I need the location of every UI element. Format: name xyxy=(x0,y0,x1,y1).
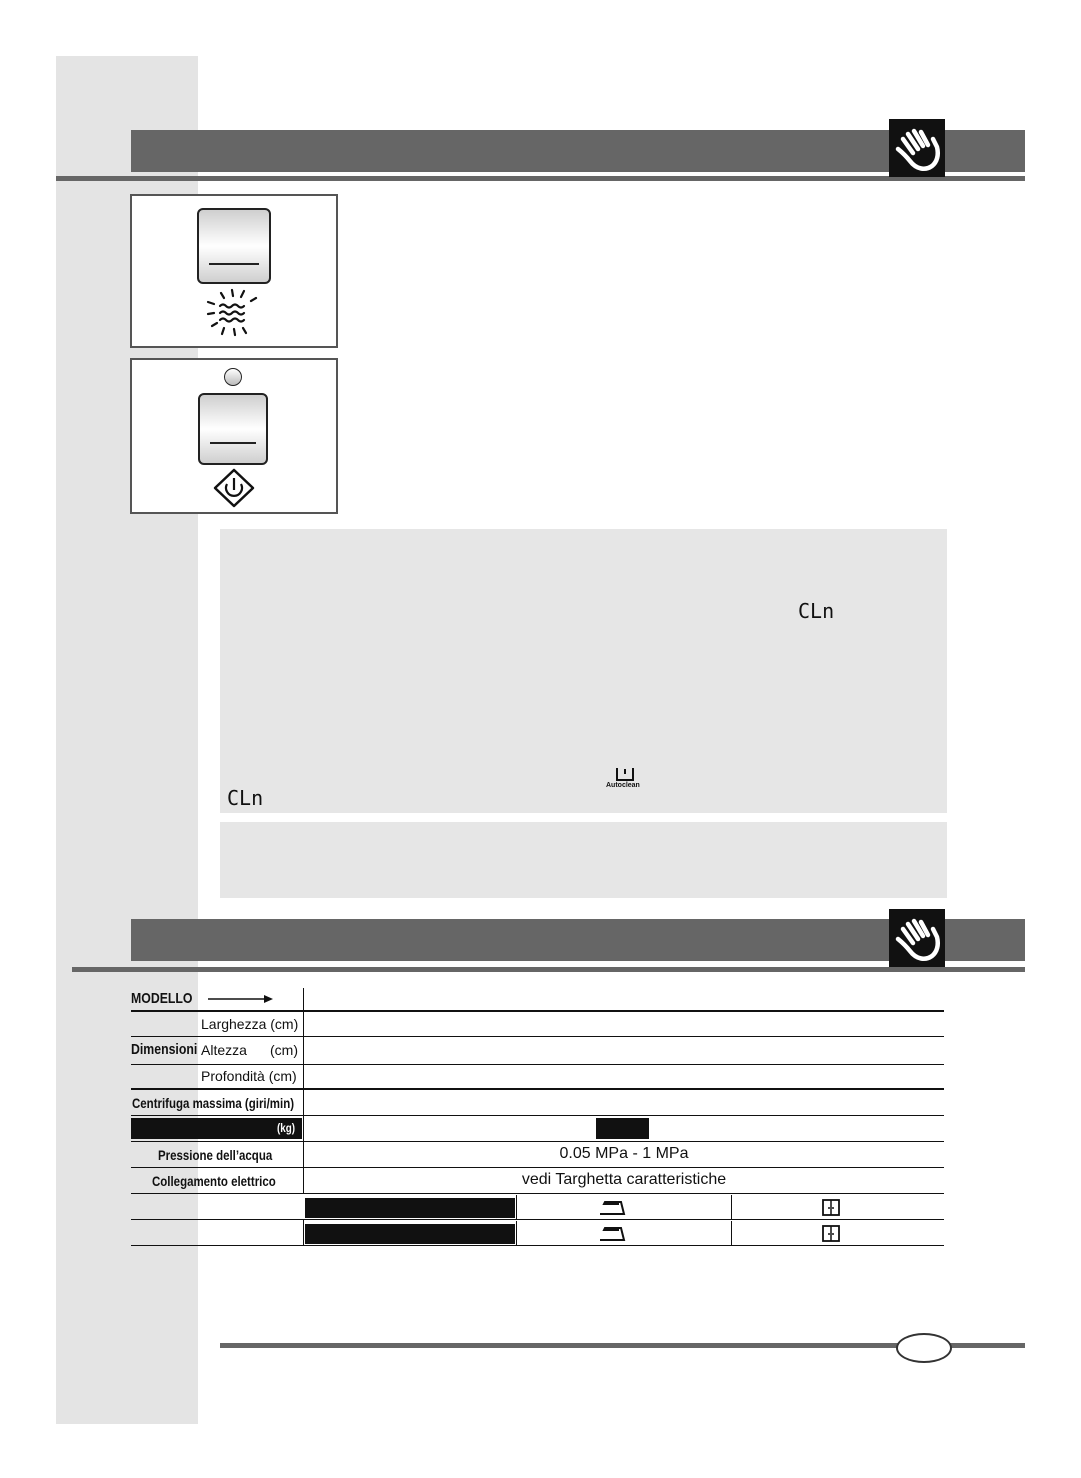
electric-row xyxy=(131,1169,944,1194)
height-unit: (cm) xyxy=(270,1042,298,1058)
start-pause-button[interactable] xyxy=(198,393,268,465)
spin-row xyxy=(131,1090,944,1116)
depth-row xyxy=(131,1066,944,1090)
width-label: Larghezza (cm) xyxy=(201,1016,299,1032)
iron-icon xyxy=(597,1225,627,1242)
iron-icon xyxy=(597,1199,627,1216)
height-row xyxy=(131,1038,944,1065)
capacity-value-cell xyxy=(596,1118,649,1139)
display-code: CLn xyxy=(798,599,835,623)
autoclean-label: Autoclean xyxy=(606,782,640,789)
pressure-value: 0.05 MPa - 1 MPa xyxy=(559,1145,689,1162)
program-row-1 xyxy=(131,1195,944,1220)
program-cell-1 xyxy=(305,1198,515,1218)
electric-value: vedi Targhetta caratteristiche xyxy=(521,1171,727,1188)
electric-label: Collegamento elettrico xyxy=(152,1173,276,1189)
display-code-small: CLn xyxy=(227,786,264,810)
start-pause-icon xyxy=(212,468,256,508)
spin-label: Centrifuga massima (giri/min) xyxy=(132,1095,295,1111)
info-box xyxy=(220,529,947,813)
hand-icon xyxy=(889,119,945,177)
dimensions-label: Dimensioni xyxy=(131,1041,198,1058)
capacity-unit: (kg) xyxy=(277,1121,296,1135)
model-label: MODELLO xyxy=(131,990,193,1007)
indicator-led xyxy=(224,368,242,386)
arrow-right-icon xyxy=(208,994,273,1004)
control-button[interactable] xyxy=(197,208,271,284)
button-panel-2 xyxy=(130,358,338,514)
width-row xyxy=(131,1012,944,1037)
height-label: Altezza xyxy=(201,1042,247,1058)
capacity-label-cell xyxy=(131,1118,302,1139)
model-row xyxy=(131,988,944,1012)
page-number-oval xyxy=(896,1333,952,1363)
capacity-row xyxy=(131,1117,944,1142)
program-row-2 xyxy=(131,1221,944,1246)
depth-label: Profondità (cm) xyxy=(201,1068,297,1084)
cabinet-icon xyxy=(821,1199,841,1216)
section-header-rule-2 xyxy=(72,967,1025,972)
blinking-waves-icon xyxy=(204,288,268,338)
tub-icon xyxy=(615,766,635,782)
hand-icon-2 xyxy=(889,909,945,967)
section-header-rule xyxy=(56,176,1025,181)
cabinet-icon xyxy=(821,1225,841,1242)
button-panel-1 xyxy=(130,194,338,348)
autoclean-indicator xyxy=(600,766,650,792)
pressure-label: Pressione dell’acqua xyxy=(158,1147,273,1163)
note-box xyxy=(220,822,947,898)
program-cell-2 xyxy=(305,1224,515,1244)
pressure-row xyxy=(131,1143,944,1168)
